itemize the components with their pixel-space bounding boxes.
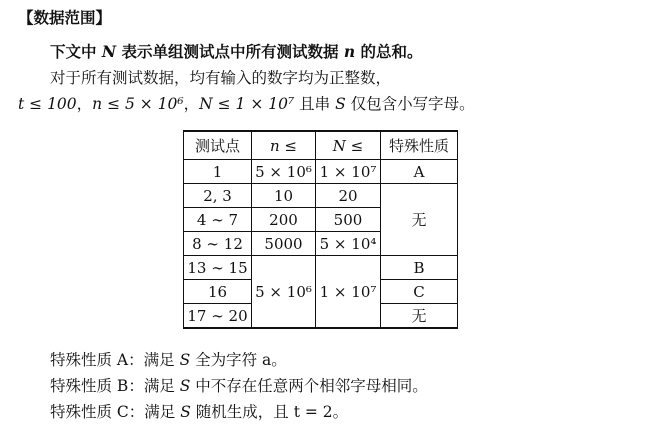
cell-n: 5 × 10⁶ xyxy=(252,256,316,329)
cell-testcase: 13 ∼ 15 xyxy=(184,256,252,280)
prop-c-var: S xyxy=(180,403,191,421)
intro-line xyxy=(50,42,423,62)
constraints-line-2 xyxy=(18,94,475,114)
text-and-string: 且串 xyxy=(294,95,336,113)
cell-testcase: 2, 3 xyxy=(184,184,252,208)
prop-b-var: S xyxy=(179,377,191,395)
header-testcase: 测试点 xyxy=(184,131,252,160)
table-header-row xyxy=(184,131,458,160)
intro-var-N: N xyxy=(101,42,117,61)
data-range-table xyxy=(183,130,458,329)
special-property-c xyxy=(50,402,348,422)
prop-c-suffix: 随机生成，且 t = 2。 xyxy=(190,403,349,421)
intro-text-2: 表示单组测试点中所有测试数据 xyxy=(116,43,344,61)
intro-var-n: n xyxy=(343,42,356,61)
special-property-a xyxy=(50,350,287,370)
table-row xyxy=(184,184,458,208)
prop-b-prefix: 特殊性质 B：满足 xyxy=(50,377,180,395)
cell-testcase: 8 ∼ 12 xyxy=(184,232,252,256)
cell-n: 200 xyxy=(252,208,316,232)
cell-N: 20 xyxy=(316,184,381,208)
prop-a-suffix: 全为字符 a。 xyxy=(190,351,287,369)
cell-special: 无 xyxy=(381,184,458,256)
prop-a-var: S xyxy=(179,351,191,369)
text-lowercase: 仅包含小写字母。 xyxy=(345,95,475,113)
sep-2: ， xyxy=(183,95,200,113)
prop-a-prefix: 特殊性质 A：满足 xyxy=(50,351,180,369)
cell-N: 5 × 10⁴ xyxy=(316,232,381,256)
cell-testcase: 16 xyxy=(184,280,252,304)
constraints-line-1: 对于所有测试数据，均有输入的数字均为正整数， xyxy=(50,69,392,87)
n-constraint: n ≤ 5 × 10⁶ xyxy=(92,95,184,113)
section-heading: 【数据范围】 xyxy=(18,9,112,27)
cell-special: C xyxy=(381,280,458,304)
cell-special: B xyxy=(381,256,458,280)
table-row xyxy=(184,160,458,184)
cell-testcase: 1 xyxy=(184,160,252,184)
t-constraint: t ≤ 100 xyxy=(18,95,77,113)
special-property-b xyxy=(50,376,428,396)
intro-text-3: 的总和。 xyxy=(355,43,423,61)
N-constraint: N ≤ 1 × 10⁷ xyxy=(199,95,295,113)
header-n: n ≤ xyxy=(252,131,316,160)
header-special: 特殊性质 xyxy=(381,131,458,160)
prop-c-prefix: 特殊性质 C：满足 xyxy=(50,403,181,421)
var-S: S xyxy=(335,95,346,113)
cell-testcase: 17 ∼ 20 xyxy=(184,304,252,329)
cell-testcase: 4 ∼ 7 xyxy=(184,208,252,232)
intro-text-1: 下文中 xyxy=(50,43,102,61)
sep-1: ， xyxy=(76,95,93,113)
cell-special: 无 xyxy=(381,304,458,329)
cell-n: 5000 xyxy=(252,232,316,256)
cell-n: 10 xyxy=(252,184,316,208)
cell-n: 5 × 10⁶ xyxy=(252,160,316,184)
header-N: N ≤ xyxy=(316,131,381,160)
cell-N: 1 × 10⁷ xyxy=(316,160,381,184)
table-row xyxy=(184,256,458,280)
cell-N: 500 xyxy=(316,208,381,232)
prop-b-suffix: 中不存在任意两个相邻字母相同。 xyxy=(190,377,428,395)
cell-special: A xyxy=(381,160,458,184)
cell-N: 1 × 10⁷ xyxy=(316,256,381,329)
